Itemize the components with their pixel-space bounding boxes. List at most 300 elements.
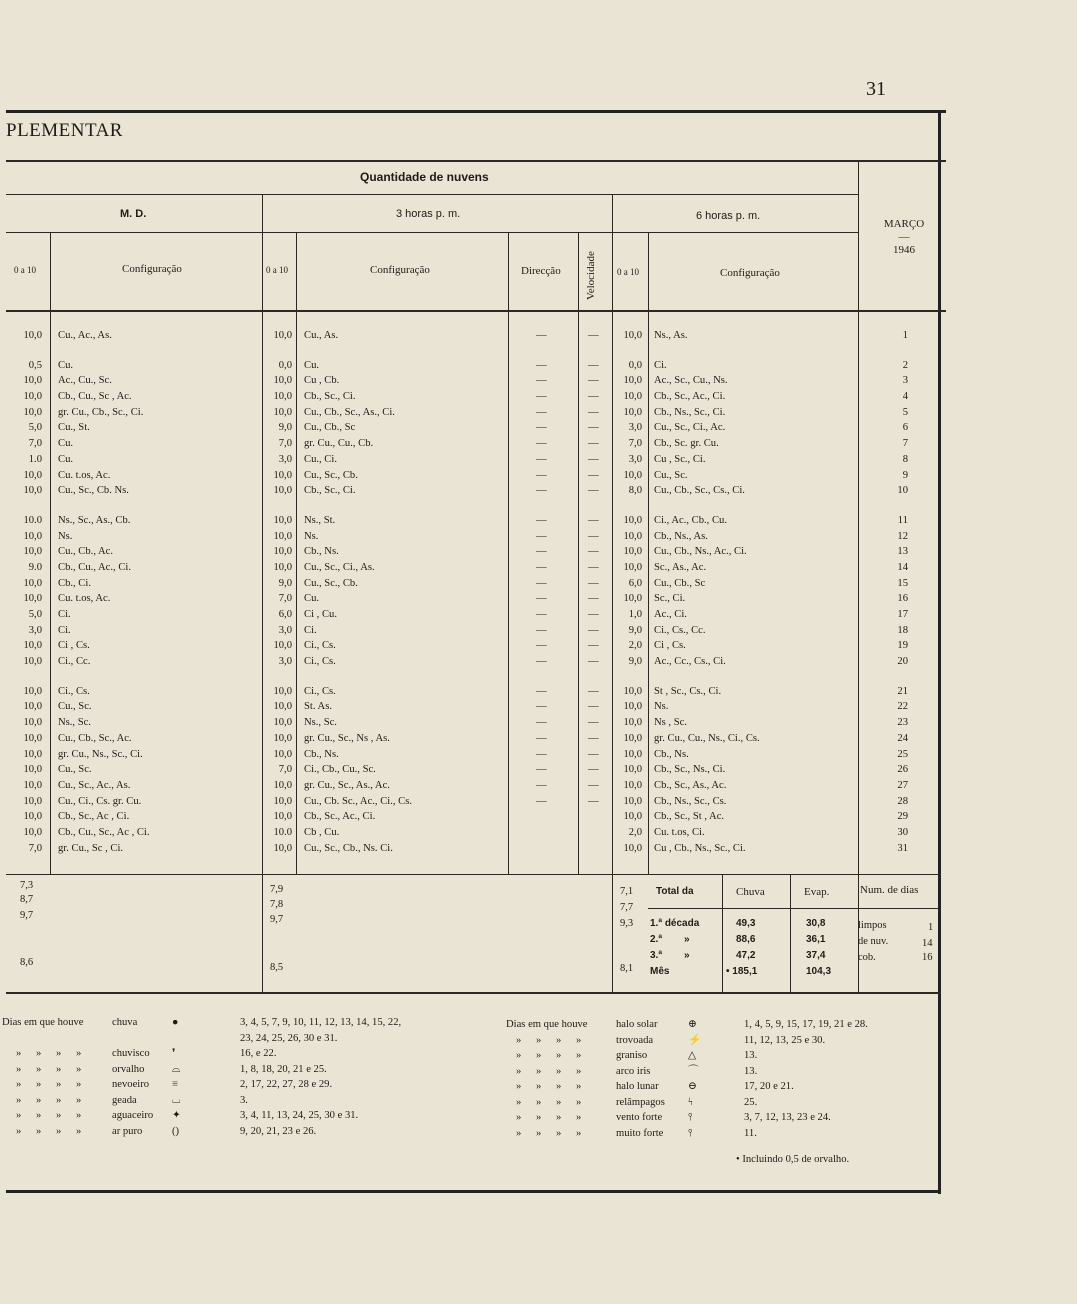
h3-mean-month: 8,5 xyxy=(270,962,284,973)
cell-c3: Ci. xyxy=(304,624,317,636)
cell-mdq: 5,0 xyxy=(28,609,42,620)
cell-q3: 10,0 xyxy=(273,391,292,403)
phenomenon-symbol-icon: ≡ xyxy=(172,1079,178,1090)
ditto-mark: » xyxy=(576,1034,582,1046)
cell-c6: Cb., Sc. gr. Cu. xyxy=(654,438,719,450)
header-rule-3 xyxy=(262,232,612,233)
ditto-mark: » xyxy=(536,1127,542,1139)
phenomenon-label: chuva xyxy=(112,1017,138,1028)
footer-left-title: Dias em que houve xyxy=(2,1017,84,1028)
h6-mean-month: 8,1 xyxy=(620,963,634,974)
evap-month: 104,3 xyxy=(806,966,832,977)
cell-c6: Ns , Sc. xyxy=(654,717,687,729)
cell-q3: 10,0 xyxy=(273,406,292,418)
total-label: Total da xyxy=(656,886,694,897)
header-main: Quantidade de nuvens xyxy=(360,170,489,184)
h3-mean-2: 7,8 xyxy=(270,899,284,910)
cell-mdq: 10,0 xyxy=(23,546,42,558)
footer-right-title: Dias em que houve xyxy=(506,1019,588,1030)
cell-mdc: Cb., Cu., Ac., Ci. xyxy=(58,561,131,573)
cell-mdq: 10,0 xyxy=(23,732,42,744)
cell-dir: — xyxy=(536,469,547,481)
cell-q3: 10,0 xyxy=(273,375,292,387)
phenomenon-symbol-icon: ⌓ xyxy=(172,1063,181,1075)
cell-mdc: Cb., Sc., Ac , Ci. xyxy=(58,811,130,823)
cell-q6: 10,0 xyxy=(623,514,642,526)
table-row xyxy=(0,405,950,421)
h3-mean-1: 7,9 xyxy=(270,884,284,895)
cell-mdq: 10,0 xyxy=(23,640,42,652)
cell-mdc: Ci , Cs. xyxy=(58,640,90,652)
cell-q6: 10,0 xyxy=(623,561,642,573)
cell-dir: — xyxy=(536,701,547,713)
cell-c3: Cu. xyxy=(304,593,320,605)
cell-day: 25 xyxy=(897,748,908,760)
cell-c6: Cu., Cb., Sc xyxy=(654,577,706,589)
phenomenon-days: 3, 4, 5, 7, 9, 10, 11, 12, 13, 14, 15, 22, xyxy=(240,1017,402,1028)
phenomenon-days: 9, 20, 21, 23 e 26. xyxy=(240,1125,317,1137)
cell-vel: — xyxy=(588,717,599,729)
cell-mdc: Cu., Sc. xyxy=(58,764,92,776)
ditto-mark: » xyxy=(576,1112,582,1123)
phenomenon-days: 1, 8, 18, 20, 21 e 25. xyxy=(240,1063,327,1075)
cell-c3: gr. Cu., Sc., Ns , As. xyxy=(304,732,390,744)
cell-day: 30 xyxy=(897,826,908,838)
table-row xyxy=(0,715,950,731)
cell-dir: — xyxy=(536,624,547,636)
evap-decade-1: 30,8 xyxy=(806,918,826,929)
cell-q3: 10,0 xyxy=(273,717,292,729)
ditto-mark: » xyxy=(36,1063,42,1075)
scale-md: 0 a 10 xyxy=(14,265,36,275)
section-title: PLEMENTAR xyxy=(6,120,123,141)
table-row xyxy=(0,825,950,841)
phenomenon-symbol-icon: ✦ xyxy=(172,1110,181,1121)
cell-mdc: Cu., Ci., Cs. gr. Cu. xyxy=(58,795,142,807)
table-row xyxy=(0,468,950,484)
cloud-table-body xyxy=(0,328,950,856)
cell-c6: Ci , Cs. xyxy=(654,640,686,652)
chuva-decade-2: 88,6 xyxy=(736,934,756,945)
cell-mdq: 10,0 xyxy=(23,485,42,497)
cell-q6: 10,0 xyxy=(623,842,642,854)
table-row xyxy=(0,762,950,778)
cell-q3: 7,0 xyxy=(278,593,292,605)
cell-q6: 9,0 xyxy=(628,624,642,636)
cell-mdq: 10,0 xyxy=(23,593,42,605)
cell-day: 7 xyxy=(902,438,908,450)
cell-day: 10 xyxy=(897,485,908,497)
phenomenon-days: 3. xyxy=(240,1094,248,1106)
cell-q3: 3,0 xyxy=(278,624,292,636)
cell-q3: 10,0 xyxy=(273,514,292,526)
phenomenon-label: halo lunar xyxy=(616,1081,659,1092)
col-rule-evap xyxy=(790,874,791,992)
cell-dir: — xyxy=(536,764,547,776)
table-row xyxy=(0,420,950,436)
cell-day: 14 xyxy=(897,561,908,573)
cell-day: 2 xyxy=(902,359,908,371)
cell-c6: St , Sc., Cs., Ci. xyxy=(654,685,722,697)
cell-q3: 10,0 xyxy=(273,732,292,744)
ditto-mark: » xyxy=(576,1096,582,1108)
cell-dir: — xyxy=(536,593,547,605)
cell-dir: — xyxy=(536,514,547,526)
ditto-mark: » xyxy=(36,1079,42,1090)
cell-q6: 10,0 xyxy=(623,732,642,744)
cell-day: 29 xyxy=(897,811,908,823)
ditto-mark: » xyxy=(516,1127,522,1139)
cell-dir: — xyxy=(536,561,547,573)
cell-dir: — xyxy=(536,546,547,558)
cell-q3: 10.0 xyxy=(273,826,292,838)
ditto-mark: » xyxy=(536,1081,542,1092)
cell-mdc: Cu. t.os, Ac. xyxy=(58,469,111,481)
table-row xyxy=(0,389,950,405)
cell-q6: 3,0 xyxy=(628,422,642,434)
phenomenon-label: nevoeiro xyxy=(112,1079,150,1090)
md-mean-2: 8,7 xyxy=(20,894,34,905)
cell-mdq: 10,0 xyxy=(23,764,42,776)
cell-q6: 2,0 xyxy=(628,640,642,652)
cell-q6: 10,0 xyxy=(623,764,642,776)
cell-mdc: gr. Cu., Ns., Sc., Ci. xyxy=(58,748,143,760)
cell-vel: — xyxy=(588,779,599,791)
cell-c3: Cb., Sc., Ci. xyxy=(304,391,356,403)
cell-mdq: 10,0 xyxy=(23,717,42,729)
decade-3-ditto: » xyxy=(684,950,690,961)
cell-day: 26 xyxy=(897,764,908,776)
ditto-mark: » xyxy=(16,1079,22,1090)
cell-vel: — xyxy=(588,701,599,713)
cell-c6: Cu., Cb., Sc., Cs., Ci. xyxy=(654,485,745,497)
cell-day: 9 xyxy=(902,469,908,481)
cell-c3: Ci., Cb., Cu., Sc. xyxy=(304,764,376,776)
header-rule-6 xyxy=(6,310,946,312)
phenomenon-symbol-icon: ⫯ xyxy=(688,1112,693,1123)
table-row xyxy=(0,747,950,763)
cell-c3: Cu., Sc., Cb. xyxy=(304,577,358,589)
cell-vel: — xyxy=(588,375,599,387)
cell-c6: Cb., Ns., Sc., Ci. xyxy=(654,406,726,418)
decade-1-label: 1.ª década xyxy=(650,918,700,929)
cell-day: 19 xyxy=(897,640,908,652)
cell-mdq: 5,0 xyxy=(28,422,42,434)
evap-decade-2: 36,1 xyxy=(806,934,826,945)
ditto-mark: » xyxy=(556,1034,562,1046)
cell-mdc: Ns. xyxy=(58,530,73,542)
ditto-mark: » xyxy=(556,1096,562,1108)
table-row xyxy=(0,544,950,560)
cell-q3: 10,0 xyxy=(273,485,292,497)
cell-mdc: Ac., Cu., Sc. xyxy=(58,375,112,387)
phenomenon-label: ar puro xyxy=(112,1125,143,1137)
config-6h: Configuração xyxy=(720,267,780,279)
cell-c6: Cb., Ns. xyxy=(654,748,689,760)
ditto-mark: » xyxy=(16,1094,22,1106)
cell-mdq: 1.0 xyxy=(28,453,42,465)
h6-mean-1: 7,1 xyxy=(620,886,634,897)
cell-c6: Cb., Sc., Ac., Ci. xyxy=(654,391,726,403)
cell-mdc: Cu., Cb., Sc., Ac. xyxy=(58,732,132,744)
phenomenon-symbol-icon: ϟ xyxy=(688,1096,693,1108)
ditto-mark: » xyxy=(556,1112,562,1123)
h6-mean-3: 9,3 xyxy=(620,918,634,929)
cell-q3: 0,0 xyxy=(278,359,292,371)
ditto-mark: » xyxy=(16,1063,22,1075)
table-row xyxy=(0,638,950,654)
cell-q6: 2,0 xyxy=(628,826,642,838)
cell-mdc: gr. Cu., Sc , Ci. xyxy=(58,842,124,854)
cell-q3: 10,0 xyxy=(273,530,292,542)
cell-q6: 8,0 xyxy=(628,485,642,497)
cell-vel: — xyxy=(588,609,599,620)
phenomenon-label: geada xyxy=(112,1094,137,1106)
cell-day: 21 xyxy=(897,685,908,697)
ditto-mark: » xyxy=(56,1125,62,1137)
scale-3h: 0 a 10 xyxy=(266,265,288,275)
ditto-mark: » xyxy=(56,1079,62,1090)
md-mean-month: 8,6 xyxy=(20,957,34,968)
ditto-mark: » xyxy=(56,1094,62,1106)
phenomenon-label: orvalho xyxy=(112,1063,145,1075)
cell-c3: Cu , Cb. xyxy=(304,375,340,387)
cell-day: 16 xyxy=(897,593,908,605)
cell-vel: — xyxy=(588,406,599,418)
cell-dir: — xyxy=(536,577,547,589)
cell-mdc: gr. Cu., Cb., Sc., Ci. xyxy=(58,406,144,418)
cell-c6: Ac., Cc., Cs., Ci. xyxy=(654,656,726,668)
ditto-mark: » xyxy=(576,1127,582,1139)
phenomenon-days: 23, 24, 25, 26, 30 e 31. xyxy=(240,1032,338,1044)
cell-c3: Ns., Sc. xyxy=(304,717,337,729)
cell-mdq: 3,0 xyxy=(28,624,42,636)
h3-mean-3: 9,7 xyxy=(270,914,284,925)
cell-c6: Cb., Ns., As. xyxy=(654,530,708,542)
cell-q3: 10,0 xyxy=(273,685,292,697)
phenomenon-symbol-icon: ❜ xyxy=(172,1048,176,1059)
header-rule-2 xyxy=(6,194,858,195)
table-row xyxy=(0,699,950,715)
cell-vel: — xyxy=(588,530,599,542)
cell-c6: Ac., Ci. xyxy=(654,609,687,620)
cell-q3: 10,0 xyxy=(273,469,292,481)
cell-q3: 10,0 xyxy=(273,701,292,713)
evap-label: Evap. xyxy=(804,886,830,898)
ditto-mark: » xyxy=(56,1110,62,1121)
table-row xyxy=(0,328,950,344)
cell-mdc: Cu., Ac., As. xyxy=(58,330,112,341)
ditto-mark: » xyxy=(536,1034,542,1046)
ditto-mark: » xyxy=(516,1050,522,1061)
cell-q3: 10,0 xyxy=(273,640,292,652)
chuva-decade-1: 49,3 xyxy=(736,918,756,929)
ditto-mark: » xyxy=(76,1079,82,1090)
phenomenon-days: 25. xyxy=(744,1096,758,1108)
cell-dir: — xyxy=(536,779,547,791)
decade-3-label: 3.ª xyxy=(650,950,663,961)
cell-day: 1 xyxy=(902,330,908,341)
table-row xyxy=(0,809,950,825)
cell-c3: gr. Cu., Sc., As., Ac. xyxy=(304,779,390,791)
cell-c6: Cu. t.os, Ci. xyxy=(654,826,705,838)
cell-c3: gr. Cu., Cu., Cb. xyxy=(304,438,374,450)
cell-q3: 6,0 xyxy=(278,609,292,620)
cell-mdc: Cu. xyxy=(58,453,74,465)
cell-q3: 10,0 xyxy=(273,842,292,854)
cell-mdq: 10,0 xyxy=(23,795,42,807)
cell-mdc: Ci. xyxy=(58,624,71,636)
cell-mdq: 10,0 xyxy=(23,577,42,589)
month-header xyxy=(868,218,940,257)
cell-day: 11 xyxy=(897,514,908,526)
cell-c3: Cb., Sc., Ac., Ci. xyxy=(304,811,376,823)
ditto-mark: » xyxy=(536,1112,542,1123)
cell-q6: 10,0 xyxy=(623,546,642,558)
cell-vel: — xyxy=(588,656,599,668)
header-md: M. D. xyxy=(120,208,147,220)
cell-day: 27 xyxy=(897,779,908,791)
cell-c3: Cu. xyxy=(304,359,320,371)
cell-q3: 3,0 xyxy=(278,453,292,465)
table-row xyxy=(0,560,950,576)
phenomenon-label: vento forte xyxy=(616,1112,663,1123)
config-3h: Configuração xyxy=(370,264,430,276)
cell-day: 12 xyxy=(897,530,908,542)
cell-vel: — xyxy=(588,546,599,558)
cell-c6: Cu., Sc. xyxy=(654,469,688,481)
cell-vel: — xyxy=(588,485,599,497)
cell-c3: Cb , Cu. xyxy=(304,826,340,838)
cell-q6: 10,0 xyxy=(623,795,642,807)
cell-vel: — xyxy=(588,422,599,434)
cell-mdc: Ci., Cc. xyxy=(58,656,91,668)
cell-c6: Cu , Cb., Ns., Sc., Ci. xyxy=(654,842,746,854)
phenomenon-days: 3, 7, 12, 13, 23 e 24. xyxy=(744,1112,831,1123)
cell-dir: — xyxy=(536,656,547,668)
cell-mdc: Cu., Cb., Ac. xyxy=(58,546,114,558)
cell-c3: Cu., Cb., Sc., As., Ci. xyxy=(304,406,395,418)
cell-q6: 10,0 xyxy=(623,530,642,542)
cell-q3: 10,0 xyxy=(273,811,292,823)
cell-c3: Ci., Cs. xyxy=(304,685,336,697)
month-dash: — xyxy=(898,231,910,243)
cell-c3: Ci., Cs. xyxy=(304,656,336,668)
cell-q6: 10,0 xyxy=(623,391,642,403)
table-row xyxy=(0,513,950,529)
phenomenon-days: 2, 17, 22, 27, 28 e 29. xyxy=(240,1079,333,1090)
total-rule xyxy=(648,908,858,909)
cell-mdc: Cb., Ci. xyxy=(58,577,91,589)
cell-q6: 10,0 xyxy=(623,779,642,791)
cell-mdq: 10,0 xyxy=(23,701,42,713)
cell-mdc: Ns., Sc. xyxy=(58,717,91,729)
cell-q3: 3,0 xyxy=(278,656,292,668)
table-row xyxy=(0,684,950,700)
table-row xyxy=(0,623,950,639)
table-row xyxy=(0,731,950,747)
chuva-label: Chuva xyxy=(736,886,765,898)
ditto-mark: » xyxy=(36,1110,42,1121)
ditto-mark: » xyxy=(576,1065,582,1077)
summary-rule-top xyxy=(6,874,941,875)
cell-c6: gr. Cu., Cu., Ns., Ci., Cs. xyxy=(654,732,760,744)
cell-day: 15 xyxy=(897,577,908,589)
cell-day: 20 xyxy=(897,656,908,668)
cell-day: 5 xyxy=(902,406,908,418)
ditto-mark: » xyxy=(576,1050,582,1061)
ditto-mark: » xyxy=(76,1110,82,1121)
cell-mdc: Ns., Sc., As., Cb. xyxy=(58,514,131,526)
cell-q6: 0,0 xyxy=(628,359,642,371)
phenomenon-symbol-icon: ⊕ xyxy=(688,1019,697,1030)
cell-q6: 10,0 xyxy=(623,701,642,713)
cell-q3: 10,0 xyxy=(273,561,292,573)
cell-c3: Ci., Cs. xyxy=(304,640,336,652)
cell-dir: — xyxy=(536,748,547,760)
table-row xyxy=(0,373,950,389)
chuva-month: • 185,1 xyxy=(726,966,758,977)
limpos-label: limpos xyxy=(858,920,887,931)
cell-mdq: 9.0 xyxy=(28,561,42,573)
cell-dir: — xyxy=(536,438,547,450)
cell-mdq: 10,0 xyxy=(23,826,42,838)
cell-vel: — xyxy=(588,453,599,465)
cell-q3: 10,0 xyxy=(273,748,292,760)
phenomenon-days: 11. xyxy=(744,1127,757,1139)
phenomenon-days: 11, 12, 13, 25 e 30. xyxy=(744,1034,826,1046)
cell-q6: 3,0 xyxy=(628,453,642,465)
phenomenon-label: muito forte xyxy=(616,1127,664,1139)
md-mean-1: 7,3 xyxy=(20,880,34,891)
cell-mdq: 10,0 xyxy=(23,656,42,668)
phenomenon-label: halo solar xyxy=(616,1019,658,1030)
cell-q3: 10,0 xyxy=(273,330,292,341)
cell-day: 3 xyxy=(902,375,908,387)
cell-c3: Cu., Cb. Sc., Ac., Ci., Cs. xyxy=(304,795,413,807)
ditto-mark: » xyxy=(556,1127,562,1139)
scale-6h: 0 a 10 xyxy=(617,267,639,277)
table-row xyxy=(0,529,950,545)
cell-c6: Ac., Sc., Cu., Ns. xyxy=(654,375,728,387)
page-number: 31 xyxy=(866,78,886,100)
month-total-label: Mês xyxy=(650,966,670,977)
cell-dir: — xyxy=(536,640,547,652)
cell-dir: — xyxy=(536,359,547,371)
cell-mdc: Cu. xyxy=(58,359,74,371)
cell-mdc: Cu., Sc., Cb. Ns. xyxy=(58,485,129,497)
cell-dir: — xyxy=(536,717,547,729)
phenomenon-symbol-icon: ⚡ xyxy=(688,1034,702,1046)
cell-c6: Sc., Ci. xyxy=(654,593,686,605)
cell-mdc: Ci., Cs. xyxy=(58,685,90,697)
summary-rule-bottom xyxy=(6,992,941,994)
cell-day: 8 xyxy=(902,453,908,465)
cell-c6: Cu., Sc., Ci., Ac. xyxy=(654,422,726,434)
cell-day: 22 xyxy=(897,701,908,713)
cell-day: 6 xyxy=(902,422,908,434)
ditto-mark: » xyxy=(36,1048,42,1059)
cell-mdq: 10,0 xyxy=(23,811,42,823)
cell-vel: — xyxy=(588,514,599,526)
config-md: Configuração xyxy=(122,263,182,275)
cell-mdq: 10.0 xyxy=(23,514,42,526)
cell-dir: — xyxy=(536,732,547,744)
cell-c6: Ci. xyxy=(654,359,667,371)
cell-dir: — xyxy=(536,330,547,341)
cell-vel: — xyxy=(588,438,599,450)
cell-c3: Cb., Ns. xyxy=(304,546,339,558)
